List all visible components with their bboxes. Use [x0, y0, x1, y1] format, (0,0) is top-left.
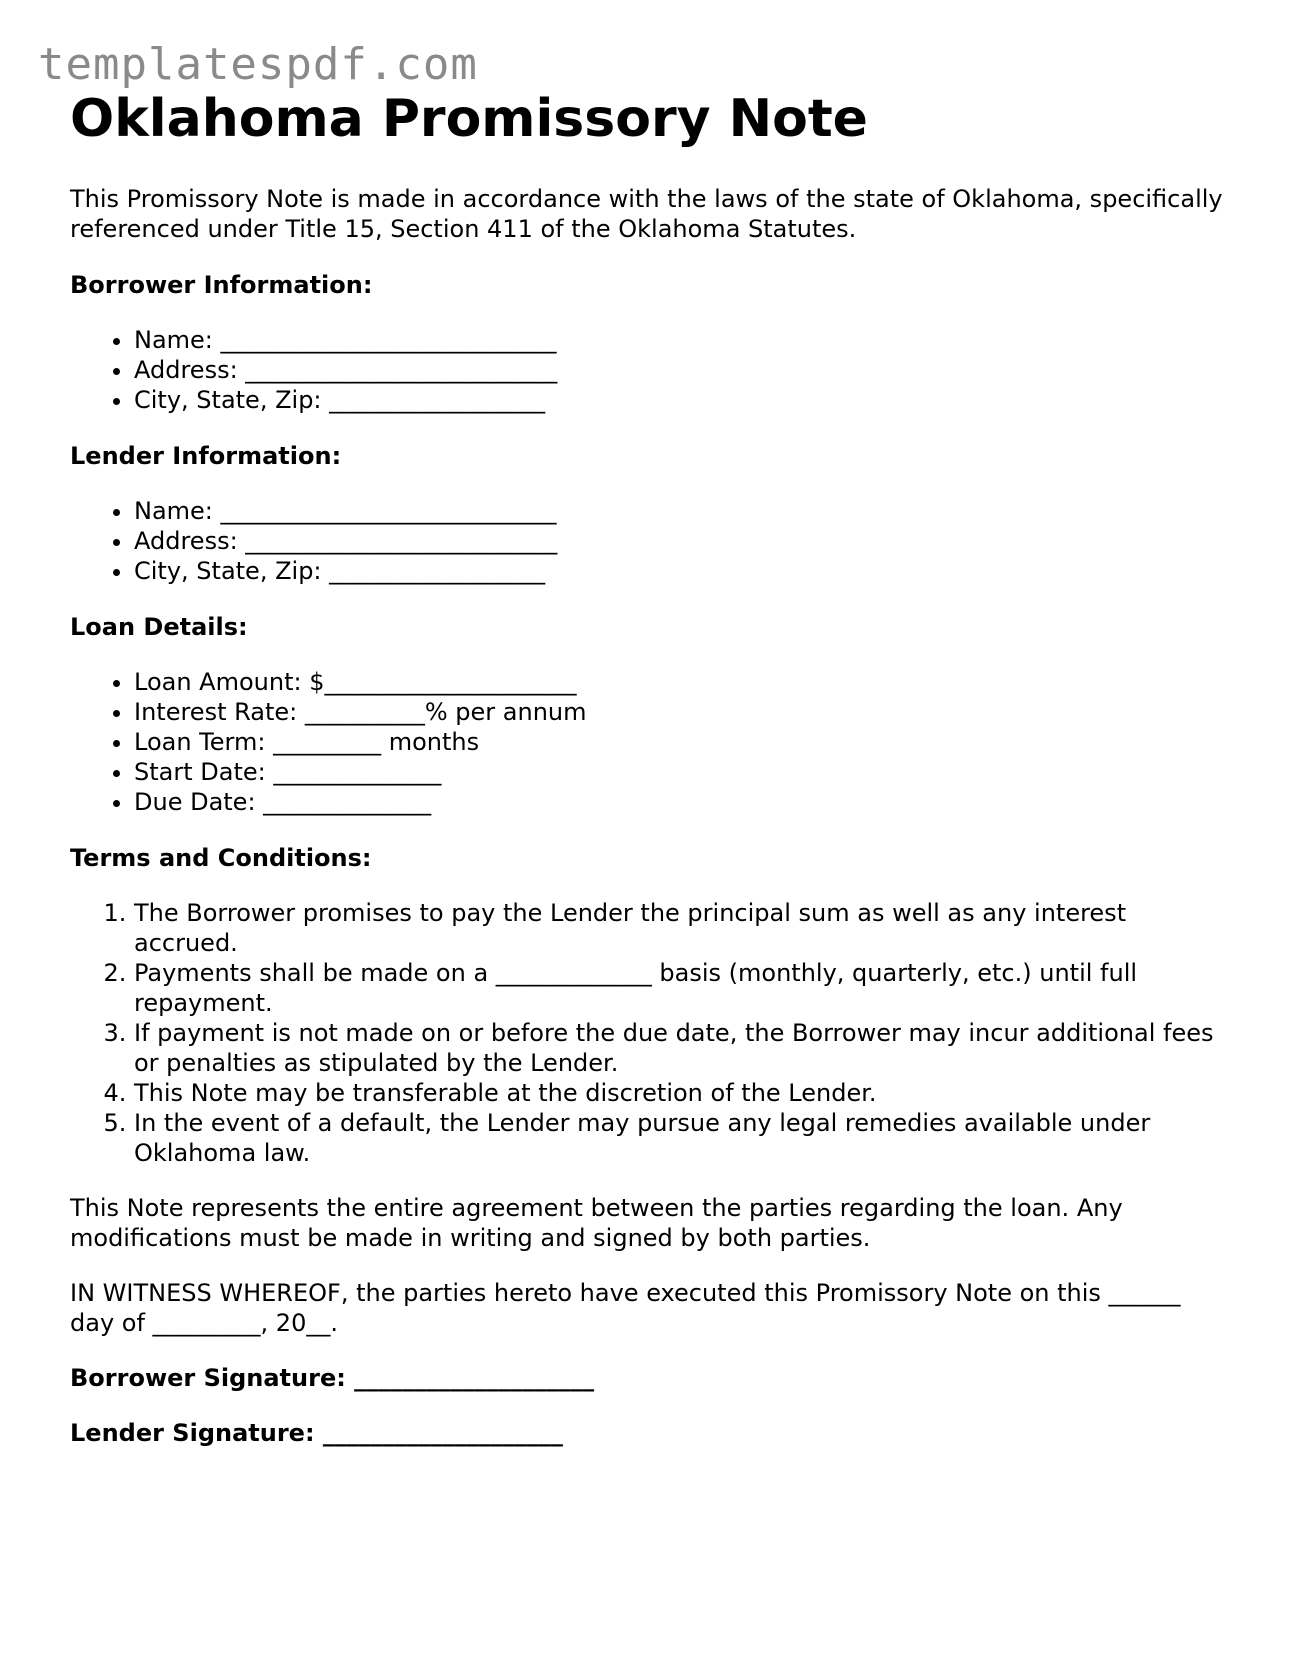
- borrower-city-field: • City, State, Zip: __________________: [134, 385, 1230, 415]
- term-item: 5. In the event of a default, the Lender may pursue any legal remedies available under Oklahoma law.: [134, 1108, 1230, 1168]
- lender-address-field: • Address: __________________________: [134, 526, 1230, 556]
- loan-details-list: [70, 667, 1230, 817]
- document-title: Oklahoma Promissory Note: [70, 89, 868, 149]
- loan-details-heading: Loan Details:: [70, 613, 248, 641]
- lender-list: [70, 496, 1230, 586]
- closing-paragraph: This Note represents the entire agreement between the parties regarding the loan. Any modifications must be made in writing and signed by both parties.: [70, 1194, 1123, 1252]
- lender-city-field: • City, State, Zip: __________________: [134, 556, 1230, 586]
- loan-amount-field: • Loan Amount: $_____________________: [134, 667, 1230, 697]
- interest-rate-field: • Interest Rate: __________% per annum: [134, 697, 1230, 727]
- borrower-address-field: • Address: __________________________: [134, 355, 1230, 385]
- intro-paragraph: This Promissory Note is made in accordance with the laws of the state of Oklahoma, specifically referenced under Title 15, Section 411 of the Oklahoma Statutes.: [70, 185, 1223, 243]
- lender-heading: Lender Information:: [70, 442, 342, 470]
- loan-term-field: • Loan Term: _________ months: [134, 727, 1230, 757]
- terms-heading: Terms and Conditions:: [70, 844, 372, 872]
- document-body: [70, 88, 1230, 1448]
- terms-list: [70, 898, 1230, 1168]
- term-item: 3. If payment is not made on or before the due date, the Borrower may incur additional fees or penalties as stipulated by the Lender.: [134, 1018, 1230, 1078]
- term-item: 4. This Note may be transferable at the discretion of the Lender.: [134, 1078, 1230, 1108]
- borrower-name-field: • Name: ____________________________: [134, 325, 1230, 355]
- term-item: 2. Payments shall be made on a _____________ basis (monthly, quarterly, etc.) until full repayment.: [134, 958, 1230, 1018]
- term-item: 1. The Borrower promises to pay the Lender the principal sum as well as any interest accrued.: [134, 898, 1230, 958]
- witness-paragraph: IN WITNESS WHEREOF, the parties hereto have executed this Promissory Note on this ______ day of _________, 20__.: [70, 1279, 1181, 1337]
- lender-signature-line: Lender Signature: ____________________: [70, 1419, 563, 1447]
- lender-name-field: • Name: ____________________________: [134, 496, 1230, 526]
- borrower-signature-line: Borrower Signature: ____________________: [70, 1364, 595, 1392]
- borrower-heading: Borrower Information:: [70, 271, 373, 299]
- borrower-list: [70, 325, 1230, 415]
- watermark-text: templatespdf.com: [38, 39, 478, 90]
- start-date-field: • Start Date: ______________: [134, 757, 1230, 787]
- due-date-field: • Due Date: ______________: [134, 787, 1230, 817]
